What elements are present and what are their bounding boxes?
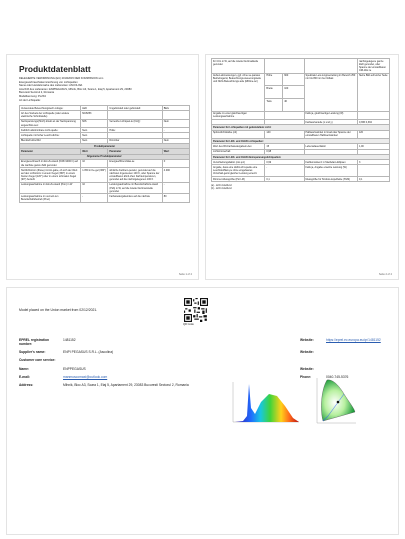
table-row	[20, 182, 190, 193]
dimension-value: 600	[283, 73, 304, 86]
table-cell: nächstgelegene ganze Zahl gerundet, oder Spanne der einstellbaren CRI-Wer-te	[357, 59, 389, 74]
table-cell: Nutzlichtstrom (Φuse) mit An-gabe, ob sich der Wert auf den Lichtstrom in einem Kegel (360°) in einem breiten Kegel (120°) oder in einem schmalen Kegel (90°) bezieht	[20, 168, 81, 183]
info-value	[326, 367, 386, 371]
table-cell: Nein	[162, 138, 189, 143]
table-row	[212, 59, 390, 74]
table-cell: Angabe zu einer gleichwertigen Leistungsaufnahme	[212, 111, 265, 119]
info-value	[326, 350, 386, 354]
datasheet-page-1	[6, 54, 199, 280]
table-cell: 3	[357, 160, 389, 165]
table-cell: Hülle:	[108, 128, 162, 133]
table-cell: 0,98	[265, 149, 304, 154]
spectral-distribution-chart	[229, 378, 301, 426]
table-cell: für CCL in W, auf die zweite Dezimalstelle gerundet	[212, 59, 265, 74]
table-cell: Dimmbar	[108, 138, 162, 143]
table-cell: 0,395 0,394	[357, 120, 389, 125]
page-number: Seite 1 of 4	[178, 273, 192, 276]
info-row	[19, 338, 386, 346]
info-label: Customer care service:	[19, 358, 56, 363]
info-value: ENPPEGASUS	[63, 366, 86, 371]
table-cell: Nein	[81, 128, 108, 133]
table-cell	[265, 59, 304, 74]
table-cell	[304, 59, 357, 74]
table-cell: Leistungsaufnahme im Ein-Zu-stand (Pon) in W	[20, 182, 81, 193]
table-cell: Siehe Bild auf letzter Seite	[357, 73, 389, 111]
table-cell: 0,1	[357, 176, 389, 181]
table-cell	[265, 111, 304, 119]
table-cell: Wert des R9-Farbwiedergabein-dex	[212, 144, 265, 149]
info-label: E-mail:	[19, 374, 30, 379]
subtitle-line: Energieverbrauchskennzeichnung von Lichtquellen	[19, 80, 78, 84]
table-cell: F	[162, 159, 189, 167]
table-cell: Leistungsaufnahme im Bereitschaftszu-stand (Psb) in W, auf die zweite Dezimal-stelle gerundet	[108, 182, 162, 193]
table-cell: 15	[265, 144, 304, 149]
table-cell	[357, 111, 389, 119]
table-cell: Vernetzte Lichtquel-le (KLQ):	[108, 119, 162, 127]
table-row	[20, 159, 190, 167]
info-label: Website:	[300, 350, 314, 355]
table-row	[20, 168, 190, 183]
gamut-outline	[321, 380, 355, 421]
table-cell: 80	[162, 194, 189, 202]
table-cell: Nein	[81, 138, 108, 143]
info-value: Mihnik, Bloc A3, Scara 1, Etaj 5, Apartament 29, 23083 Bucuresti Sectorul 2, Romania	[63, 382, 189, 387]
dimension-value: 46	[283, 99, 304, 112]
table-cell: Angabe, dass eine LED-Licht-quelle eine Leuchtstofflam-pe ohne eingebautes Vorschalt-gerät gleicher Leistung ersetzt.	[212, 165, 265, 176]
table-cell: Verschiebungsfaktor (cos φ1)	[212, 160, 265, 165]
table-cell: Nein	[81, 133, 108, 138]
table-cell: MIS	[81, 119, 108, 127]
table-header-cell: Parameter für LED- und OLED-Netzspannungslichtquellen:	[212, 154, 390, 159]
table-cell: 1.050 in Ke-gel (360°)	[81, 168, 108, 183]
info-label: Address:	[19, 382, 34, 387]
info-value: 1481152	[63, 338, 76, 342]
table-header-cell: Produktparameter	[20, 144, 190, 149]
table-cell: Falls ja, gleichwertige Leistung (W)	[304, 111, 357, 119]
column-header: Wert	[81, 149, 108, 154]
table-row	[20, 119, 190, 127]
table-cell: Messgröße für Strobos-kopeffekte (SVM)	[304, 176, 357, 181]
table-cell: Energieverbrauch im Ein-Zu-stand (KWh/1000 h) auf die nächste ganze Zahl gerundet	[20, 159, 81, 167]
info-label: EPREL registration number:	[19, 338, 49, 346]
table-row	[212, 111, 390, 119]
table-header-cell: Parameter für Lichtquellen mit gebündeltem Licht:	[212, 125, 390, 130]
chromaticity-point	[337, 401, 340, 404]
table-cell	[357, 165, 389, 176]
column-header: Parameter	[20, 149, 81, 154]
table-cell: Netzspannungs(Hoch) direkt an der Netzspannung angeschlos-sen:	[20, 119, 81, 127]
table-cell: 10	[81, 159, 108, 167]
product-parameters-table	[211, 58, 390, 182]
column-header: Parameter	[108, 149, 162, 154]
page-title: Produktdatenblatt	[19, 64, 91, 74]
table-header-cell: Parameter für LED- und OLED-Lichtquellen:	[212, 139, 390, 144]
table-cell: Spitzenlichtstärke (cd)	[212, 130, 265, 138]
table-row	[20, 111, 190, 119]
info-value: ENPI PEGASUS S.R.L. (Ascolina)	[63, 350, 114, 355]
table-cell: Farbwertanteile (x und y)	[304, 120, 357, 125]
table-cell: MU8253	[81, 111, 108, 119]
table-cell: Außen-abmessungen, ggf. ohne se-parates Betriebsgerät, Beleuchtungs-steuerungsteile und Nicht-Beleuchtungs-teile (Millime-ter)	[212, 73, 265, 111]
table-cell: 0,1	[265, 176, 304, 181]
table-cell	[162, 111, 189, 119]
table-cell: Lichtstromerhalt	[212, 149, 265, 154]
dimension-label: Tiefe	[265, 99, 283, 112]
column-header: Wert	[162, 149, 189, 154]
table-cell: Nein	[162, 119, 189, 127]
table-cell: Halbwertswinkel in Grad oder Spanne der einstellbaren Halbwertswinkel	[304, 130, 357, 138]
eprel-info-page	[6, 287, 399, 535]
table-cell: Verwendete Beleuchtungstech-nologie:	[20, 106, 81, 111]
subtitle-line: Art der Lichtquelle:	[19, 98, 41, 102]
market-placement-note: Model placed on the Union market from 02/12/2021.	[19, 308, 98, 312]
table-cell: Art des Sockels der Lichtquelle (oder andere elektrische Schnittstelle)	[20, 111, 81, 119]
info-row	[19, 367, 386, 371]
table-cell: -	[265, 165, 304, 176]
table-cell: 120	[357, 130, 389, 138]
table-cell: -	[162, 128, 189, 133]
table-cell: ähnliche Farbtem-peratur, gerundet auf die nächsten Ingenieuren 100 K, oder Spanne der einstellbaren ähnli-chen Farbtemperaturen, gerundet auf die nächstgelegenen 100 K	[108, 168, 162, 183]
subtitle-line: Bucuresti Sectorul 2, Romania	[19, 91, 55, 95]
table-cell	[108, 111, 162, 119]
table-cell: -	[162, 182, 189, 193]
subtitle-line: Anschrift des Lieferanten: ENPPEGASUS, Mihnik, Bloc A3, Scara 1, Etaj 5, Apartament 29, 23083	[19, 87, 132, 91]
table-row	[20, 194, 190, 202]
table-cell: 0,99	[265, 160, 304, 165]
footnote: (b) - nicht zutreffend	[211, 188, 232, 191]
table-cell: Energieeffizienzklas-se	[108, 159, 162, 167]
table-cell: Falls ja, Angabe ersetzte Leistung (W)	[304, 165, 357, 176]
page-number: Seite 2 of 4	[378, 273, 392, 276]
info-label: Phone:	[300, 374, 312, 379]
table-row	[212, 165, 390, 176]
table-cell: -	[81, 194, 108, 202]
info-row	[19, 350, 386, 354]
table-cell: Lebensdauerfaktor	[304, 144, 357, 149]
info-label: Name:	[19, 366, 30, 371]
info-row	[19, 358, 386, 362]
table-cell: 10	[81, 182, 108, 193]
table-cell: Blendschutzschild	[20, 138, 81, 143]
subtitle-line: Modellkennung: PL2S3	[19, 94, 46, 98]
light-source-type-table	[19, 105, 190, 203]
dimension-label: Breite	[265, 86, 283, 99]
table-cell: BEG	[162, 106, 189, 111]
table-cell: Flimmer-Messgröße (Pst LM)	[212, 176, 265, 181]
subtitle-line: DELEGIERTE VERORDNUNG (EU) 2019/2015 DER KOMMISSION vom	[19, 77, 104, 80]
info-label: Website:	[300, 338, 314, 342]
table-row	[212, 176, 390, 181]
dimension-value: 100	[283, 86, 304, 99]
table-cell: 1,00	[357, 144, 389, 149]
qr-caption: QR Code	[183, 323, 194, 326]
dimension-label: Höhe	[265, 73, 283, 86]
cie-chromaticity-diagram	[314, 376, 358, 426]
table-cell: Leistungsaufnahme im vernetz-ten Bereitschaftsbetrieb (Pnet)	[20, 194, 81, 202]
table-cell: Farbkonsistenz in MacAdam-Ellipsen	[304, 160, 357, 165]
table-header-cell: Allgemeine Produktparameter:	[20, 154, 190, 159]
table-row	[212, 73, 390, 86]
table-cell: LED	[81, 106, 108, 111]
datasheet-page-2	[205, 54, 399, 280]
subtitle-line: Name oder Handelsmarke des Lieferanten: ASCOLINA	[19, 84, 83, 88]
table-row	[212, 130, 390, 138]
qr-code-icon	[184, 298, 208, 322]
table-cell: 140	[265, 130, 304, 138]
table-cell: Spektrale Leis-tungsverteilung im Bereich 250 nm bis 800 nm bei Vollast	[304, 73, 357, 111]
table-cell: Farbwiedergabeindex auf die nächste	[108, 194, 162, 202]
eprel-link[interactable]: https://eprel.ec.europa.eu/qr/1481152	[326, 338, 381, 342]
email-link[interactable]: manmuscomaxi@outlook.com	[63, 374, 108, 379]
table-cell: Lichtquelle mit hoher Leucht-dichte:	[20, 133, 81, 138]
table-cell: Ungebündelt oder gebündelt:	[108, 106, 162, 111]
info-label: Supplier's name:	[19, 350, 46, 355]
info-label: Website:	[300, 366, 314, 371]
regulation-header	[19, 77, 190, 102]
spectrum-curve	[235, 384, 299, 422]
table-cell: Farblich abstimmbare Licht-quelle:	[20, 128, 81, 133]
footnote: (a) - nicht zutreffend	[211, 185, 232, 188]
phone-value: 0040-745-5376	[326, 374, 349, 379]
footnotes	[211, 185, 390, 191]
table-cell: 4.000	[162, 168, 189, 183]
